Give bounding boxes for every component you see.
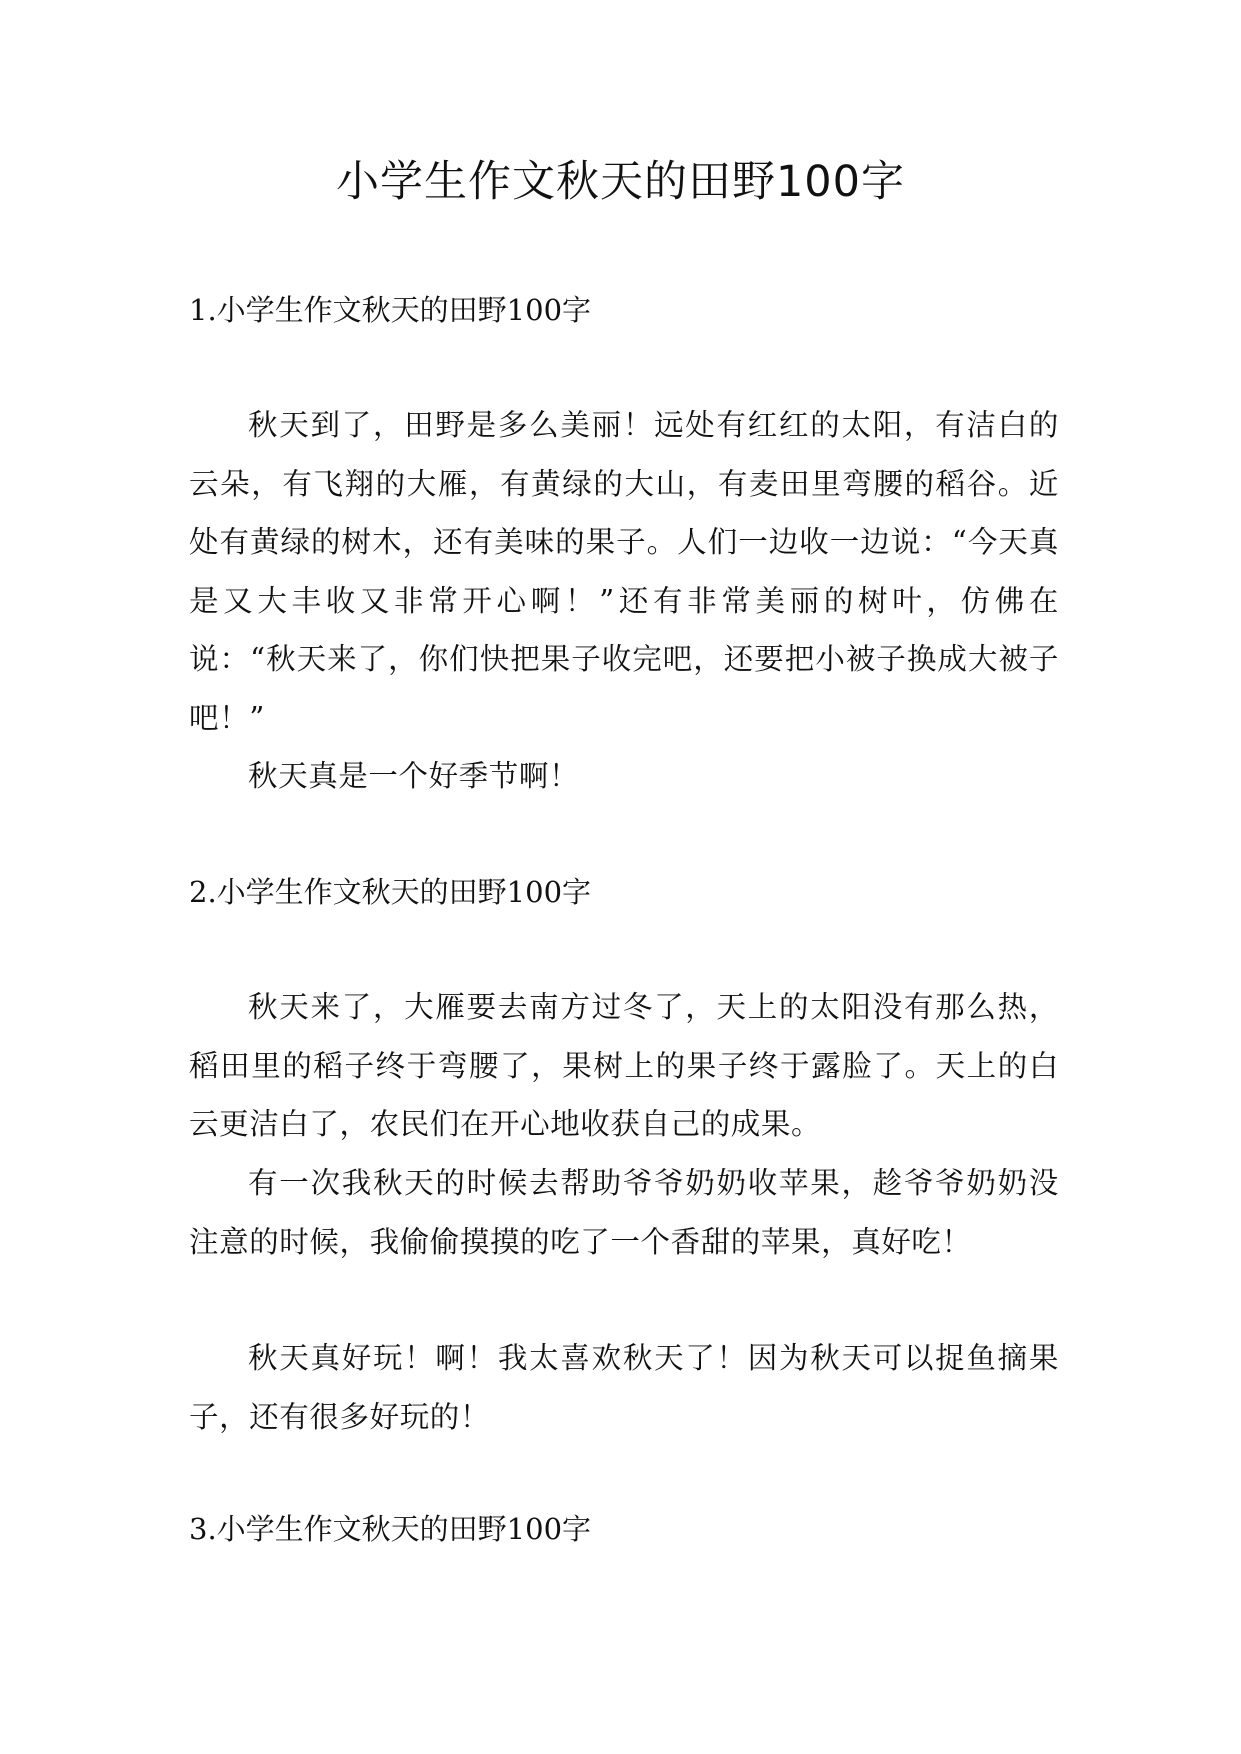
section-2-paragraph-1: 秋天来了，大雁要去南方过冬了，天上的太阳没有那么热，稻田里的稻子终于弯腰了，果树上的果子终于露脸了。天上的白云更洁白了，农民们在开心地收获自己的成果。 xyxy=(189,990,1059,1141)
section-1-paragraph-2: 秋天真是一个好季节啊！ xyxy=(248,759,580,793)
document-title: 小学生作文秋天的田野100字 xyxy=(335,157,906,207)
section-heading-2: 2.小学生作文秋天的田野100字 xyxy=(189,875,592,909)
section-heading-3: 3.小学生作文秋天的田野100字 xyxy=(189,1512,592,1546)
section-2-paragraph-2: 有一次我秋天的时候去帮助爷爷奶奶收苹果，趁爷爷奶奶没注意的时候，我偷偷摸摸的吃了一个香甜的苹果，真好吃！ xyxy=(189,1166,1059,1259)
section-heading-1: 1.小学生作文秋天的田野100字 xyxy=(189,293,592,327)
section-1-paragraph-1: 秋天到了，田野是多么美丽！远处有红红的太阳，有洁白的云朵，有飞翔的大雁，有黄绿的大山，有麦田里弯腰的稻谷。近处有黄绿的树木，还有美味的果子。人们一边收一边说：“今天真是又大丰收又非常开心啊！”还有非常美丽的树叶，仿佛在说：“秋天来了，你们快把果子收完吧，还要把小被子换成大被子吧！” xyxy=(189,408,1059,735)
section-2-paragraph-3: 秋天真好玩！啊！我太喜欢秋天了！因为秋天可以捉鱼摘果子，还有很多好玩的！ xyxy=(189,1341,1059,1434)
